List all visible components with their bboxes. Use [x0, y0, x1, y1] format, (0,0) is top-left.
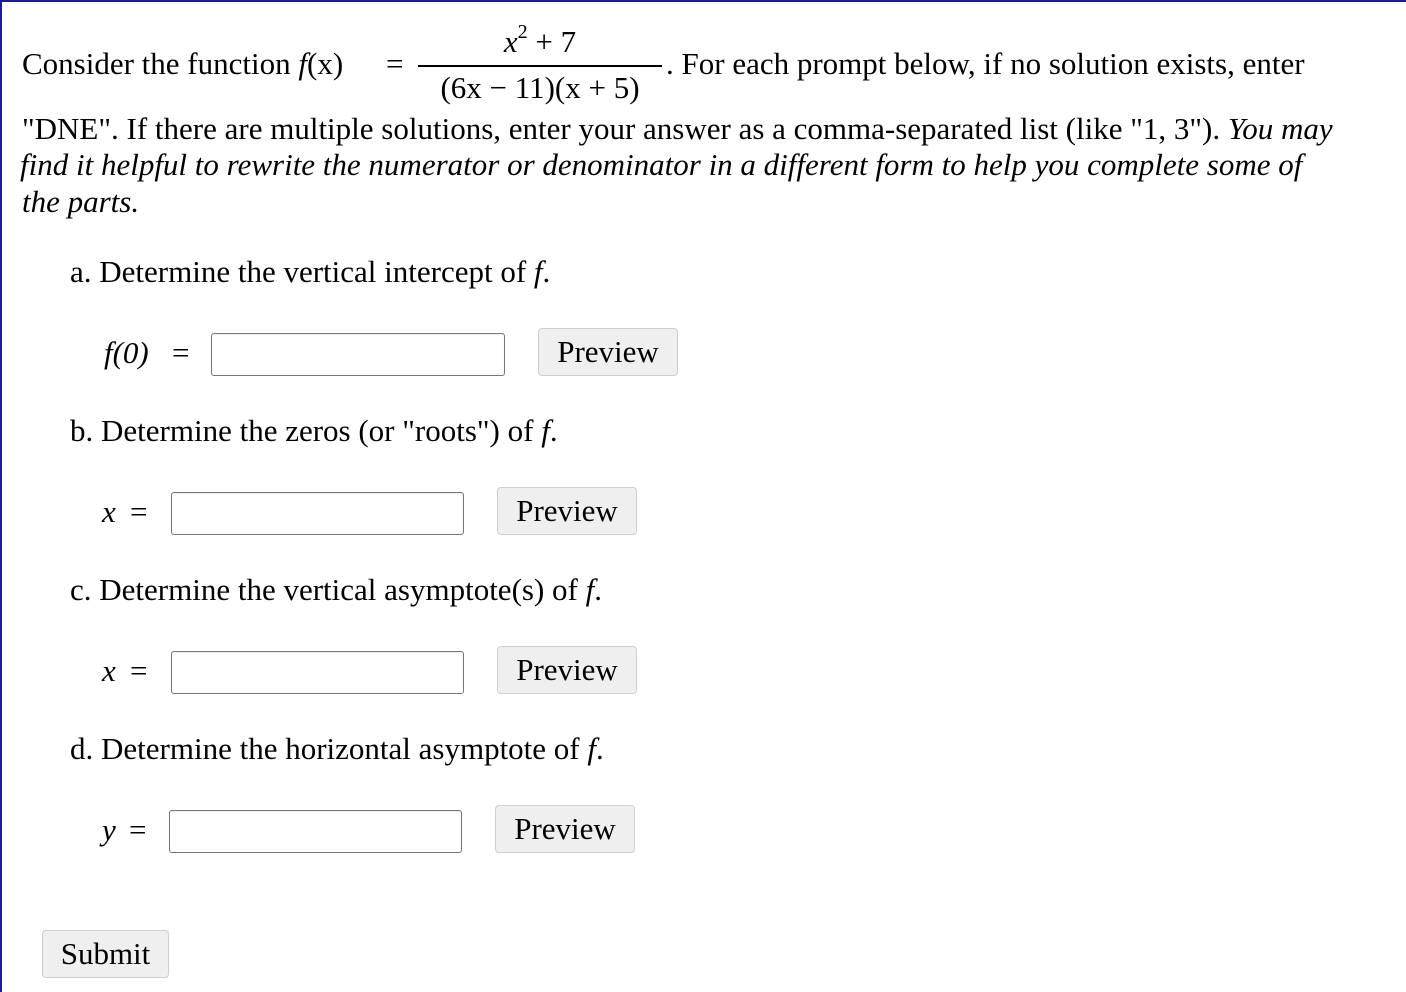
intro-line-1 [22, 46, 343, 82]
function-name: f [298, 46, 307, 81]
fraction-numerator: $x^2 + 7$ [503, 21, 577, 59]
part-a-preview-button[interactable]: Preview [538, 328, 678, 376]
part-b-question: b. Determine the zeros (or "roots") of f. [70, 413, 558, 448]
part-c-equals: = [130, 653, 148, 688]
fraction-bar [418, 65, 662, 67]
part-d-equals: = [129, 812, 147, 847]
function-fraction [418, 21, 662, 108]
submit-button[interactable]: Submit [42, 930, 169, 978]
page-frame-top [0, 0, 1406, 2]
intro-line-3: find it helpful to rewrite the numerator or denominator in a different form to help you complete some of [20, 147, 1303, 182]
intro-line-2-text: "DNE". If there are multiple solutions, enter your answer as a comma-separated list (like "1, 3"). [22, 111, 1228, 146]
part-d-lhs: y [102, 812, 116, 847]
part-a-equals: = [172, 335, 190, 370]
intro-equals: = [386, 46, 404, 81]
part-c-answer-input[interactable] [171, 651, 464, 694]
part-a-answer-input[interactable] [211, 333, 505, 376]
intro-line-4: the parts. [22, 184, 140, 219]
part-a-question: a. Determine the vertical intercept of f. [70, 254, 551, 289]
intro-line-2 [22, 111, 1333, 147]
fraction-denominator: (6x − 11)(x + 5) [440, 70, 640, 105]
part-b-lhs: x [102, 494, 116, 529]
part-d-answer-input[interactable] [169, 810, 462, 853]
part-d-question: d. Determine the horizontal asymptote of f. [70, 731, 604, 766]
page-frame-left [0, 0, 2, 992]
part-c-preview-button[interactable]: Preview [497, 646, 637, 694]
part-c-question: c. Determine the vertical asymptote(s) of f. [70, 572, 602, 607]
intro-line-2-italic: You may [1227, 111, 1333, 146]
intro-after-fraction: . For each prompt below, if no solution exists, enter [666, 46, 1305, 81]
part-b-equals: = [130, 494, 148, 529]
part-c-lhs: x [102, 653, 116, 688]
part-b-preview-button[interactable]: Preview [497, 487, 637, 535]
function-arg: (x) [307, 46, 344, 81]
part-d-preview-button[interactable]: Preview [495, 805, 635, 853]
part-b-answer-input[interactable] [171, 492, 464, 535]
part-a-lhs: f(0) [104, 335, 149, 370]
intro-lead: Consider the function [22, 46, 291, 81]
